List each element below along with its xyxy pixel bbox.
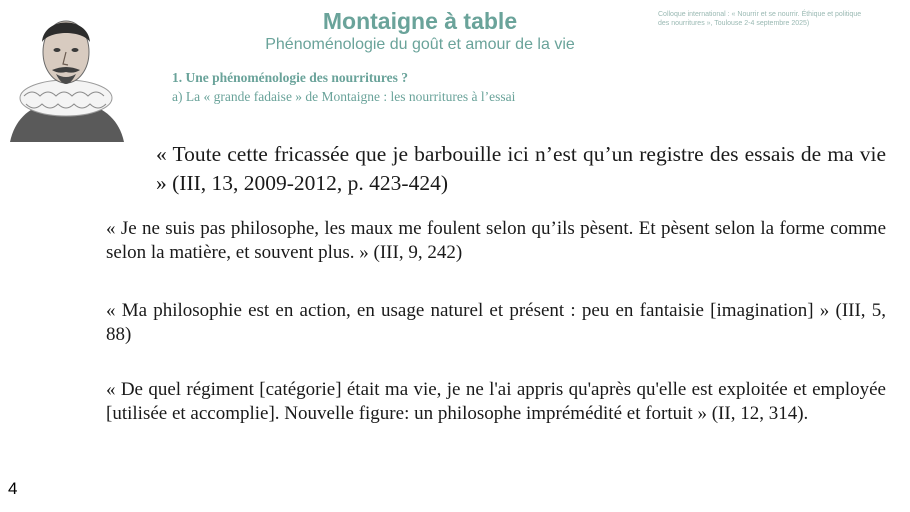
quote-philosophe-impremedite: « De quel régiment [catégorie] était ma vie, je ne l'ai appris qu'après qu'elle est exploitée et employée [utilisée et accomplie]. Nouvelle figure: un philosophe imprémédité et fortuit » (II, 12, 314). (106, 379, 886, 424)
quote-essais-registre: « Toute cette fricassée que je barbouille ici n’est qu’un registre des essais de ma vie » (III, 13, 2009-2012, p. 423-424) (156, 142, 886, 195)
conference-note-line1: Colloque international : « Nourrir et se nourrir. Éthique et politique (658, 11, 862, 18)
quote-pas-philosophe: « Je ne suis pas philosophe, les maux me foulent selon qu’ils pèsent. Et pèsent selon la forme comme selon la matière, et souvent plus. » (III, 9, 242) (106, 218, 886, 263)
page-number: 4 (8, 479, 18, 498)
page-title: Montaigne à table (322, 8, 518, 34)
quote-philosophie-action: « Ma philosophie est en action, en usage naturel et présent : peu en fantaisie [imagination] » (III, 5, 88) (106, 300, 886, 345)
conference-note-line2: des nourritures », Toulouse 2-4 septembre 2025) (658, 20, 810, 27)
section-heading: 1. Une phénoménologie des nourritures ? (172, 70, 409, 85)
page-subtitle: Phénoménologie du goût et amour de la vie (265, 36, 575, 53)
montaigne-portrait (2, 2, 130, 142)
section-subheading: a) La « grande fadaise » de Montaigne : les nourritures à l’essai (172, 89, 516, 104)
conference-note (658, 10, 908, 28)
